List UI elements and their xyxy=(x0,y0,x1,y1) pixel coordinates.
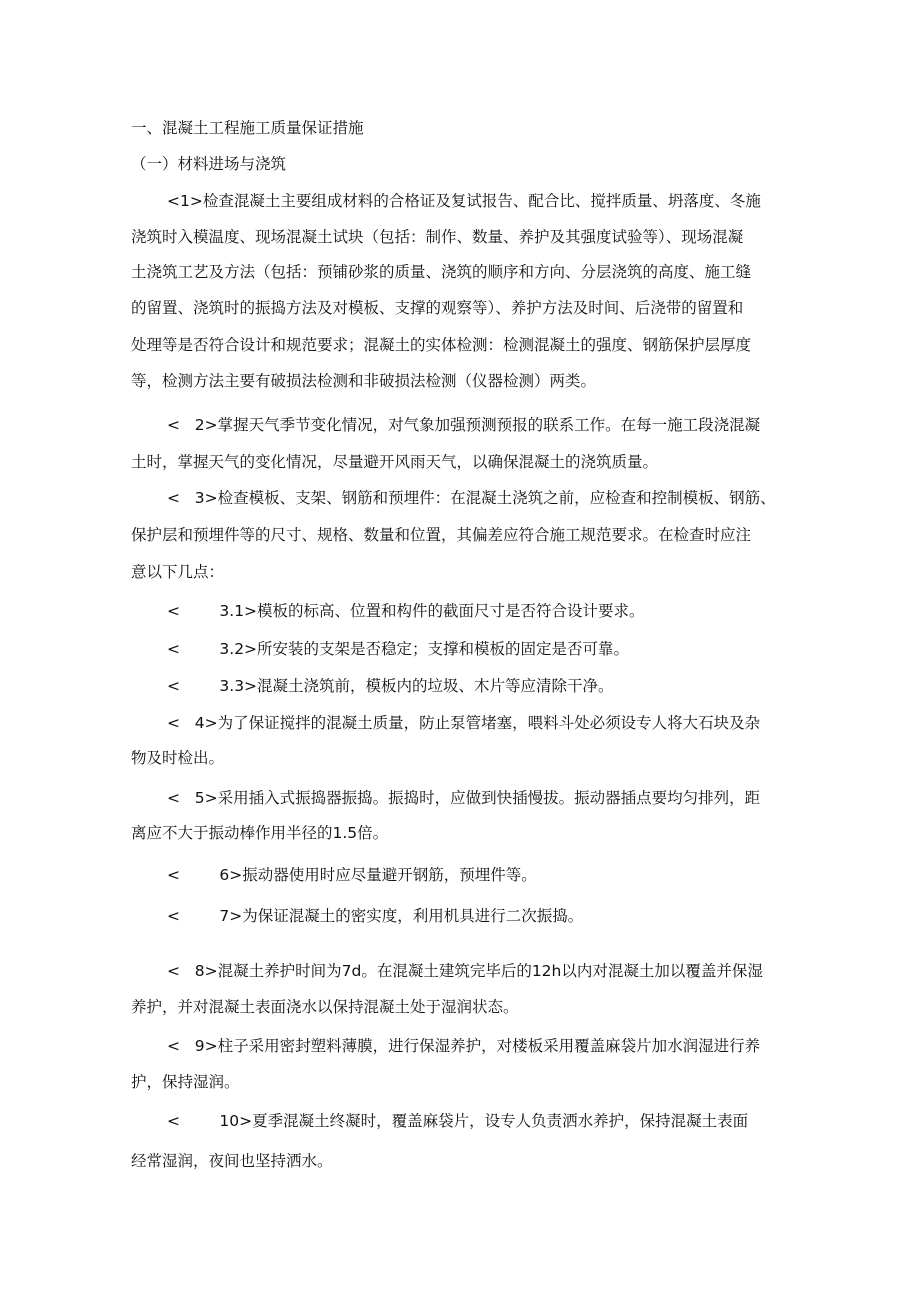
paragraph-3-line-1: < 3>检查模板、支架、钢筋和预埋件：在混凝土浇筑之前，应检查和控制模板、钢筋、 xyxy=(167,489,776,507)
paragraph-1-line-6: 等，检测方法主要有破损法检测和非破损法检测（仪器检测）两类。 xyxy=(131,372,597,390)
paragraph-1-line-1: <1>检查混凝土主要组成材料的合格证及复试报告、配合比、搅拌质量、坍落度、冬施 xyxy=(167,192,761,210)
item-3-3: < 3.3>混凝土浇筑前，模板内的垃圾、木片等应清除干净。 xyxy=(167,677,614,695)
paragraph-3-line-2: 保护层和预埋件等的尺寸、规格、数量和位置，其偏差应符合施工规范要求。在检查时应注 xyxy=(131,526,752,544)
paragraph-1-line-4: 的留置、浇筑时的振捣方法及对模板、支撑的观察等）、养护方法及时间、后浇带的留置和 xyxy=(131,299,744,317)
paragraph-4-line-1: < 4>为了保证搅拌的混凝土质量，防止泵管堵塞，喂料斗处必须设专人将大石块及杂 xyxy=(167,714,761,732)
paragraph-10-line-2: 经常湿润，夜间也坚持洒水。 xyxy=(131,1152,333,1170)
paragraph-3-line-3: 意以下几点： xyxy=(131,563,225,581)
paragraph-2-line-1: < 2>掌握天气季节变化情况，对气象加强预测预报的联系工作。在每一施工段浇混凝 xyxy=(167,416,761,434)
item-3-1: < 3.1>模板的标高、位置和构件的截面尺寸是否符合设计要求。 xyxy=(167,602,645,620)
paragraph-2-line-2: 土时，掌握天气的变化情况，尽量避开风雨天气，以确保混凝土的浇筑质量。 xyxy=(131,453,659,471)
paragraph-8-line-1: < 8>混凝土养护时间为7d。在混凝土建筑完毕后的12h以内对混凝土加以覆盖并保湿 xyxy=(167,962,763,980)
paragraph-1-line-5: 处理等是否符合设计和规范要求；混凝土的实体检测：检测混凝土的强度、钢筋保护层厚度 xyxy=(131,336,752,354)
paragraph-6: < 6>振动器使用时应尽量避开钢筋，预埋件等。 xyxy=(167,866,537,884)
paragraph-9-line-2: 护，保持湿润。 xyxy=(131,1073,240,1091)
paragraph-5-line-1: < 5>采用插入式振捣器振捣。振捣时，应做到快插慢拔。振动器插点要均匀排列，距 xyxy=(167,789,761,807)
paragraph-1-line-3: 土浇筑工艺及方法（包括：预铺砂浆的质量、浇筑的顺序和方向、分层浇筑的高度、施工缝 xyxy=(131,263,752,281)
subsection-heading: （一）材料进场与浇筑 xyxy=(131,155,287,173)
item-3-2: < 3.2>所安装的支架是否稳定；支撑和模板的固定是否可靠。 xyxy=(167,640,630,658)
paragraph-7: < 7>为保证混凝土的密实度，利用机具进行二次振捣。 xyxy=(167,907,584,925)
paragraph-4-line-2: 物及时检出。 xyxy=(131,749,225,767)
paragraph-10-line-1: < 10>夏季混凝土终凝时，覆盖麻袋片，设专人负责洒水养护，保持混凝土表面 xyxy=(167,1112,749,1130)
paragraph-9-line-1: < 9>柱子采用密封塑料薄膜，进行保湿养护，对楼板采用覆盖麻袋片加水润湿进行养 xyxy=(167,1037,761,1055)
paragraph-5-line-2: 离应不大于振动棒作用半径的1.5倍。 xyxy=(131,824,389,842)
section-heading: 一、混凝土工程施工质量保证措施 xyxy=(131,119,364,137)
paragraph-1-line-2: 浇筑时入模温度、现场混凝土试块（包括：制作、数量、养护及其强度试验等）、现场混凝 xyxy=(131,228,744,246)
paragraph-8-line-2: 养护，并对混凝土表面浇水以保持混凝土处于湿润状态。 xyxy=(131,998,519,1016)
